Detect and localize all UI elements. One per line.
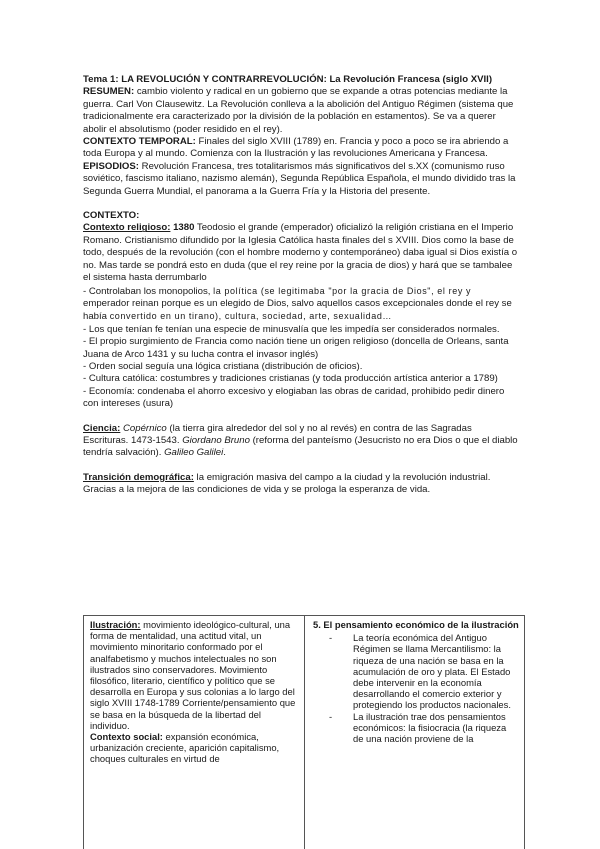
ilustracion-paragraph bbox=[90, 619, 299, 731]
contexto-temporal-text: Finales del siglo XVIII (1789) en. Francia y poco a poco se ira abriendo a toda Europa y al mundo. Comienza con la Ilustración y las revoluciones Americana y Francesa. bbox=[83, 136, 509, 160]
contexto-heading: CONTEXTO: bbox=[83, 210, 140, 222]
ciencia-label: Ciencia: bbox=[83, 422, 121, 434]
religioso-bullet: - Orden social seguía una lógica cristiana (distribución de oficios). bbox=[83, 360, 363, 372]
religioso-bullet: - El propio surgimiento de Francia como nación tiene un origen religioso (doncella de Orleans, santa Juana de Arco 1431 y su lucha contra el invasor inglés) bbox=[83, 336, 509, 360]
transicion-label: Transición demográfica: bbox=[83, 471, 194, 483]
religioso-bullet: - Economía: condenaba el ahorro excesivo y elogiaban las obras de caridad, prohibido pedir dinero con intereses (usura) bbox=[83, 385, 505, 410]
list-item: - La ilustración trae dos pensamientos económicos: la fisiocracia (la riqueza de una nación proviene de la bbox=[329, 711, 519, 745]
ilustracion-text: movimiento ideológico-cultural, una forma de mentalidad, una actitud vital, un movimiento minoritario conformado por el analfabetismo y muchos intelectuales no son ilustrados sino conservadores. Movimiento filosófico, literario, científico y político que se desarrolla en Europa y sus colonias a lo largo del siglo XVIII 1748-1789 Corriente/pensamiento que se basa en la búsqueda de la libertad del individuo. bbox=[90, 619, 296, 731]
resumen-paragraph bbox=[83, 86, 519, 136]
episodios-text: Revolución Francesa, tres totalitarismos más significativos del s.XX (comunismo ruso soviético, fascismo italiano, nazismo alemán), Segunda República Española, el mundo dividido tras la Segunda Guerra Mundial, el panorama a la Guerra Fría y la Historia del presente. bbox=[83, 160, 516, 197]
table-right-column bbox=[304, 616, 524, 849]
ilustracion-label: Ilustración: bbox=[90, 619, 141, 630]
religioso-paragraph bbox=[83, 222, 519, 284]
content-table bbox=[83, 615, 525, 849]
economic-thought-heading: 5. El pensamiento económico de la ilustración bbox=[313, 619, 519, 630]
document-title: Tema 1: LA REVOLUCIÓN Y CONTRARREVOLUCIÓN: La Revolución Francesa (siglo XVII) bbox=[83, 74, 493, 85]
contexto-social-text: expansión económica, urbanización creciente, aparición capitalismo, choques culturales en virtud de bbox=[90, 731, 280, 765]
transicion-text: la emigración masiva del campo a la ciudad y la revolución industrial. Gracias a la mejora de las condiciones de vida y se prologa la esperanza de vida. bbox=[83, 471, 491, 496]
religioso-bullet: - Cultura católica: costumbres y tradiciones cristianas (y toda producción artística anterior a 1789) bbox=[83, 373, 498, 385]
episodios-label: EPISODIOS: bbox=[83, 160, 139, 172]
religioso-bullet-politics: - Controlaban los monopolios, la política (se legitimaba "por la gracia de Dios", el rey y emperador reinan porque es un elegido de Dios, salvo aquellos casos excepcionales donde el rey se había convertido en un tirano), cultura, sociedad, arte, sexualidad… bbox=[83, 285, 512, 323]
episodios-paragraph bbox=[83, 161, 519, 198]
religioso-label: Contexto religioso: bbox=[83, 222, 171, 234]
contexto-social-label: Contexto social: bbox=[90, 731, 163, 743]
contexto-temporal-label: CONTEXTO TEMPORAL: bbox=[83, 136, 196, 148]
religioso-year: 1380 bbox=[170, 222, 195, 234]
contexto-temporal-paragraph bbox=[83, 136, 519, 161]
religioso-bullet: - Los que tenían fe tenían una especie de minusvalía que les impedía ser considerados normales. bbox=[83, 323, 500, 335]
document-body bbox=[83, 74, 519, 497]
list-item: - La teoría económica del Antiguo Régimen se llama Mercantilismo: la riqueza de una nación se basa en la acumulación de oro y plata. El Estado debe intervenir en la economía desarrollando el comercio exterior y protegiendo los productos nacionales. bbox=[329, 632, 519, 710]
transicion-paragraph bbox=[83, 472, 519, 497]
economic-thought-list bbox=[313, 632, 519, 744]
resumen-text: cambio violento y radical en un gobierno que se expande a otras potencias mediante la guerra. Carl Von Clausewitz. La Revolución conlleva a la abolición del Antiguo Régimen (sistema que tradicionalmente era caracterizado por la división de la población en estamentos). Se va a querer abolir el absolutismo (poder residido en el rey). bbox=[83, 86, 514, 135]
resumen-label: RESUMEN: bbox=[83, 86, 135, 98]
table-left-column bbox=[84, 616, 304, 849]
religioso-text: Teodosio el grande (emperador) oficializó la religión cristiana en el Imperio Romano. Cristianismo difundido por la Iglesia Católica hasta finales del s XVIII. Dios como la base de todo, después de la revolución (con el hombre moderno y contemporáneo) daba igual si Dios existía o no. Mas tarde se pondrá esto en duda (que el rey reine por la gracia de dios) y hará que se tambalee el sistema hasta derrumbarlo bbox=[83, 222, 518, 284]
ciencia-paragraph: Ciencia: Copérnico (la tierra gira alrededor del sol y no al revés) en contra de las Sagradas Escrituras. 1473-1543. Giordano Bruno (reforma del panteísmo (Jesucristo no era Dios o que el diablo tendría salvación). Galileo Galilei. bbox=[83, 422, 518, 459]
contexto-social-paragraph bbox=[90, 731, 299, 765]
